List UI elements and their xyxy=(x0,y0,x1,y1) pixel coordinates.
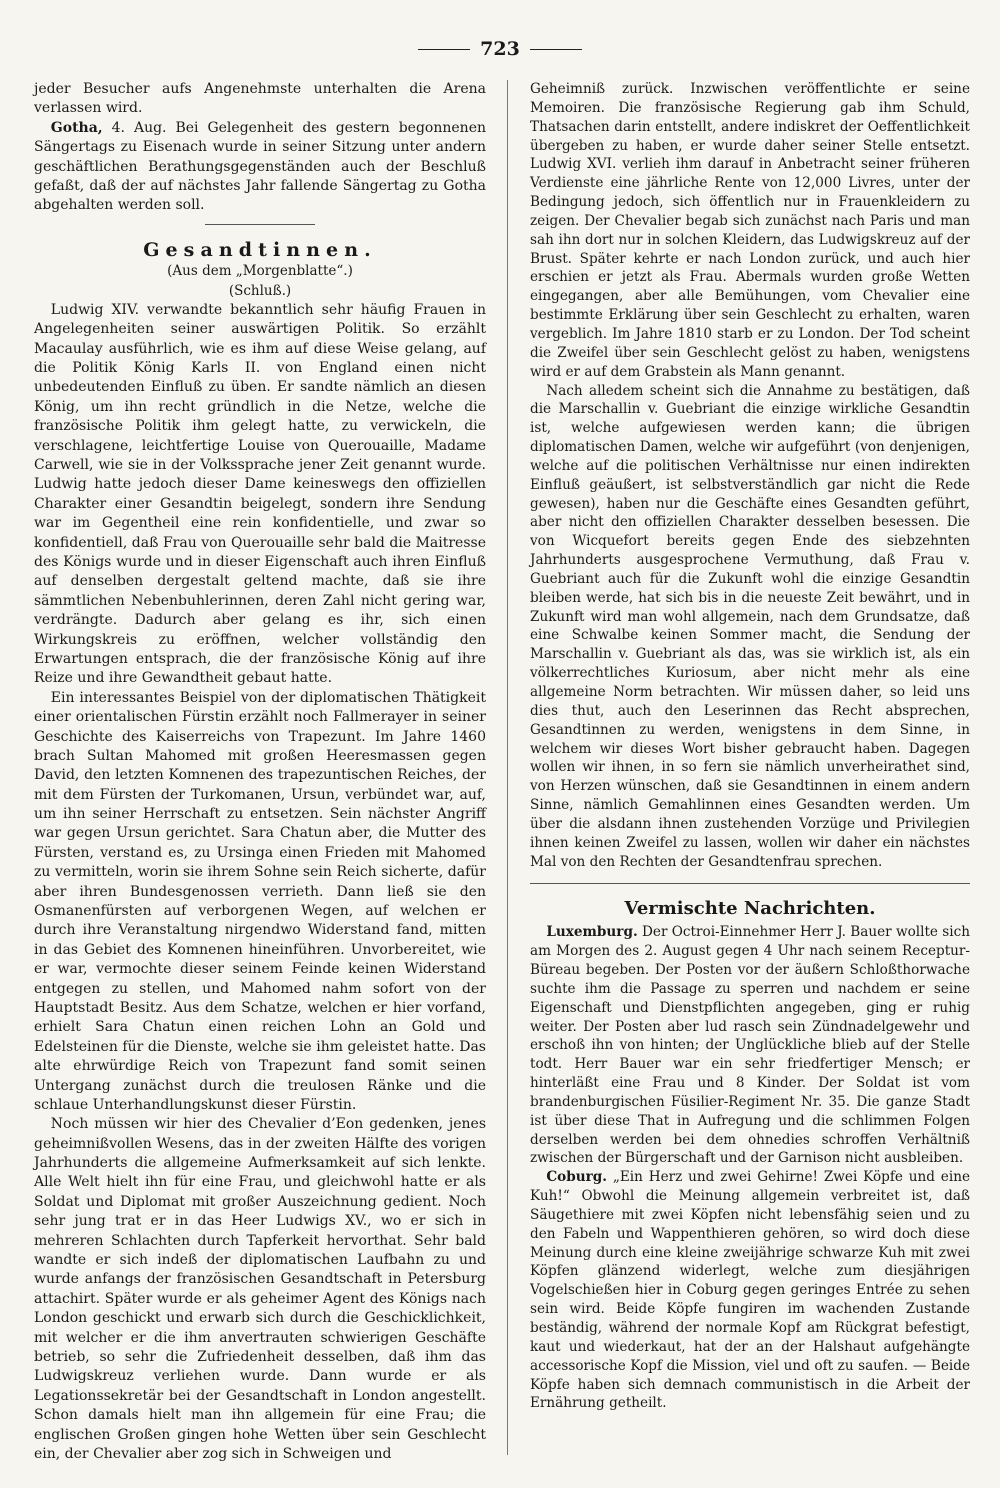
news-item-gotha xyxy=(34,119,486,216)
article-paragraph: Nach alledem scheint sich die Annahme zu bestätigen, daß die Marschallin v. Guebriant die einzige wirkliche Gesandtin ist, welche aufgewiesen werden kann; die übrigen diplomatischen Damen, welche wir aufgeführt (von denjenigen, welche auf die politischen Verhältnisse nur einen indirekten Einfluß geäußert, ist selbstverständlich gar nicht die Rede gewesen), haben nur die Geschäfte eines Gesandten geführt, aber nicht den offiziellen Charakter desselben besessen. Die von Wicquefort bereits gegen Ende des siebzehnten Jahrhunderts ausgesprochene Vermuthung, daß Frau v. Guebriant auch für die Zukunft wohl die einzige Gesandtin bleiben werde, hat sich bis in die neueste Zeit bewährt, und in Zukunft wird man wohl allgemein, nach dem Grundsatze, daß eine Schwalbe keinen Sommer macht, die Sendung der Marschallin v. Guebriant als das, was sie wirklich ist, als ein völkerrechtliches Kuriosum, aber nicht mehr als eine allgemeine Norm betrachten. Wir müssen daher, so leid uns dies thut, auch den Leserinnen das Recht absprechen, Gesandtinnen zu werden, wenigstens in dem Sinne, in welchem wir dieses Wort bisher gebraucht haben. Dagegen wollen wir ihnen, in so fern sie nämlich unverheirathet sind, von Herzen wünschen, daß sie Gesandtinnen in einem andern Sinne, nämlich Gemahlinnen eines Gesandten werden. Um über die alsdann ihnen zustehenden Vorzüge und Privilegien ihnen keinen Zweifel zu lassen, wollen wir daher ein nächstes Mal von den Rechten der Gesandtenfrau sprechen. xyxy=(530,382,970,870)
article-paragraph: Ludwig XIV. verwandte bekanntlich sehr häufig Frauen in Angelegenheiten seiner auswärtigen Politik. So erzählt Macaulay ausführlich, wie es ihm auf diese Weise gelang, auf die Politik König Karls II. von England einen nicht unbedeutenden Einfluß zu üben. Er sandte nämlich an diesen König, um ihn recht gründlich in die Netze, welche die französische Politik ihm gelegt hatte, zu verwickeln, die verschlagene, leichtfertige Louise von Querouaille, Madame Carwell, wie sie in der Volkssprache jener Zeit genannt wurde. Ludwig hatte jedoch dieser Dame keineswegs den offiziellen Charakter einer Gesandtin beigelegt, sondern ihre Sendung war im Gegentheil eine rein konfidentielle, und zwar so konfidentiell, daß Frau von Querouaille sehr bald die Maitresse des Königs wurde und in dieser Eigenschaft auch ihren Einfluß auf denselben dergestalt geltend machte, daß sie ihre sämmtlichen Nebenbuhlerinnen, deren Zahl nicht gering war, verdrängte. Dadurch aber gelang es ihr, sich einen Wirkungskreis zu eröffnen, welcher vollständig den Erwartungen entsprach, die der französische König auf ihre Reize und ihre Gewandtheit gebaut hatte. xyxy=(34,301,486,687)
page-header xyxy=(0,34,1000,64)
article-paragraph: Ein interessantes Beispiel von der diplomatischen Thätigkeit einer orientalischen Fürstin erzählt noch Fallmerayer in seiner Geschichte des Kaiserreichs von Trapezunt. Im Jahre 1460 brach Sultan Mahomed mit großen Heeresmassen gegen David, den letzten Komnenen des trapezuntischen Reiches, der mit dem Fürsten der Turkomanen, Ursun, verbündet war, auf, um ihn seiner Herrschaft zu entsetzen. Sein nächster Angriff war gegen Ursun gerichtet. Sara Chatun aber, die Mutter des Fürsten, verstand es, zu Ursinga einen Frieden mit Mahomed zu vermitteln, worin sie ihrem Sohne sein Reich sicherte, dafür aber ihren Bundesgenossen verrieth. Dann ließ sie den Osmanenfürsten auf verborgenen Wegen, auf welchen er durch ihre Veranstaltung nirgendwo Widerstand fand, mitten in das Gebiet des Komnenen hineinführen. Unvorbereitet, wie er war, vermochte dieser seinem Feinde keinen Widerstand entgegen zu stellen, und Mahomed nahm sofort von der Hauptstadt Besitz. Aus dem Schatze, welchen er hier vorfand, erhielt Sara Chatun einen reichen Lohn an Gold und Edelsteinen für die Dienste, welche sie ihm geleistet hatte. Das alte ehrwürdige Reich von Trapezunt fand somit seinen Untergang zunächst durch die treulosen Ränke und die schlaue Unterhandlungskunst dieser Fürstin. xyxy=(34,689,486,1113)
dateline-coburg: Coburg. xyxy=(546,1169,607,1186)
right-column xyxy=(530,80,970,1413)
article-conclusion-note: (Schluß.) xyxy=(228,282,292,299)
news-text-gotha: 4. Aug. Bei Gelegenheit des gestern begonnenen Sängertags zu Eisenach wurde in seiner Sitzung unter andern geschäftlichen Berathungsgegenständen auch der Beschluß gefaßt, daß der auf nächstes Jahr fallende Sängertag zu Gotha abgehalten werden soll. xyxy=(34,119,486,214)
left-column xyxy=(34,80,486,1464)
header-rule-left xyxy=(418,49,470,50)
dateline-gotha: Gotha, xyxy=(50,119,103,136)
separator-rule xyxy=(530,883,970,884)
article-paragraph: Noch müssen wir hier des Chevalier d’Eon gedenken, jenes geheimnißvollen Wesens, das in der zweiten Hälfte des vorigen Jahrhunderts die allgemeine Aufmerksamkeit auf sich lenkte. Alle Welt hielt ihn für eine Frau, und gleichwohl hatte er als Soldat und Diplomat mit großer Auszeichnung gedient. Noch sehr jung trat er in das Heer Ludwigs XV., wo er sich in mehreren Schlachten durch Tapferkeit hervorthat. Sehr bald wandte er sich indeß der diplomatischen Laufbahn zu und wurde anfangs der französischen Gesandtschaft in Petersburg attachirt. Später wurde er als geheimer Agent des Königs nach London geschickt und erwarb sich durch die Geschicklichkeit, mit welcher er die ihm anvertrauten schwierigen Geschäfte betrieb, so sehr die Zufriedenheit desselben, daß ihm das Ludwigskreuz verliehen wurde. Dann wurde er als Legationssekretär bei der Gesandtschaft in London angestellt. Schon damals hielt man ihn allgemein für eine Frau; die englischen Großen gingen hohe Wetten über sein Geschlecht ein, der Chevalier aber zog sich in Schweigen und xyxy=(34,1116,486,1462)
news-text-coburg: „Ein Herz und zwei Gehirne! Zwei Köpfe und eine Kuh!“ Obwohl die Meinung allgemein verbreitet ist, daß Säugethiere mit zwei Köpfen nicht lebensfähig seien und zu den Fabeln und Wappenthieren gehören, so wird doch diese Meinung durch eine kleine zweijährige schwarze Kuh mit zwei Köpfen glänzend widerlegt, welche zum diesjährigen Vogelschießen hier in Coburg gegen geringes Entrée zu sehen sein wird. Beide Köpfe fungiren im wachenden Zustande beständig, während der normale Kopf am Rückgrat befestigt, kaut und wiederkaut, hat der an der Halshaut aufgehängte accessorische Kopf die Mission, viel und oft zu saufen. — Beide Köpfe haben sich demnach communistisch in die Arbeit der Ernährung getheilt. xyxy=(530,1169,970,1412)
header-rule-right xyxy=(530,49,582,50)
article-source: (Aus dem „Morgenblatte“.) xyxy=(167,263,353,280)
section-heading: Vermischte Nachrichten. xyxy=(624,898,876,920)
news-item-luxemburg xyxy=(530,923,970,1168)
article-title: Gesandtinnen. xyxy=(143,238,377,261)
separator-rule xyxy=(205,224,315,225)
news-text-luxemburg: Der Octroi-Einnehmer Herr J. Bauer wollte sich am Morgen des 2. August gegen 4 Uhr nach seinem Receptur-Büreau begeben. Der Posten vor der äußern Schloßthorwache suchte ihm die Passage zu sperren und nachdem er seine Eigenschaft und Dienstpflichten angegeben, ging er ruhig weiter. Der Posten aber lud rasch sein Zündnadelgewehr und erschoß ihn von hinten; der Unglückliche blieb auf der Stelle todt. Herr Bauer war ein sehr friedfertiger Mensch; er hinterläßt eine Frau und 8 Kinder. Der Soldat ist vom brandenburgischen Füsilier-Regiment Nr. 35. Die ganze Stadt ist über diese That in Aufregung und die schlimmen Folgen derselben werden bei dem ohnedies schroffen Verhältniß zwischen der Bürgerschaft und der Garnison nicht ausbleiben. xyxy=(530,924,970,1167)
column-divider xyxy=(507,80,508,1455)
article-continuation: jeder Besucher aufs Angenehmste unterhalten die Arena verlassen wird. xyxy=(34,81,486,117)
article-paragraph: Geheimniß zurück. Inzwischen veröffentlichte er seine Memoiren. Die französische Regierung gab ihm Schuld, Thatsachen darin entstellt, andere indiskret der Oeffentlichkeit übergeben zu haben, er wurde daher seiner Stelle entsetzt. Ludwig XVI. verlieh ihm darauf in Anbetracht seiner früheren Verdienste eine jährliche Rente von 12,000 Livres, unter der Bedingung jedoch, sich öffentlich nur in Frauenkleidern zu zeigen. Der Chevalier begab sich zunächst nach Paris und man sah ihn dort nur in solchen Kleidern, das Ludwigskreuz auf der Brust. Später kehrte er nach London zurück, und auch hier erschien er jetzt als Frau. Abermals wurden große Wetten eingegangen, aber alle Bemühungen, vom Chevalier eine bestimmte Erklärung über sein Geschlecht zu erhalten, waren vergeblich. Im Jahre 1810 starb er zu London. Der Tod scheint die Zweifel über sein Geschlecht gelöst zu haben, wenigstens wird er auf dem Grabstein als Mann genannt. xyxy=(530,81,970,380)
news-item-coburg xyxy=(530,1168,970,1413)
dateline-luxemburg: Luxemburg. xyxy=(546,924,638,941)
page-number: 723 xyxy=(480,38,520,60)
